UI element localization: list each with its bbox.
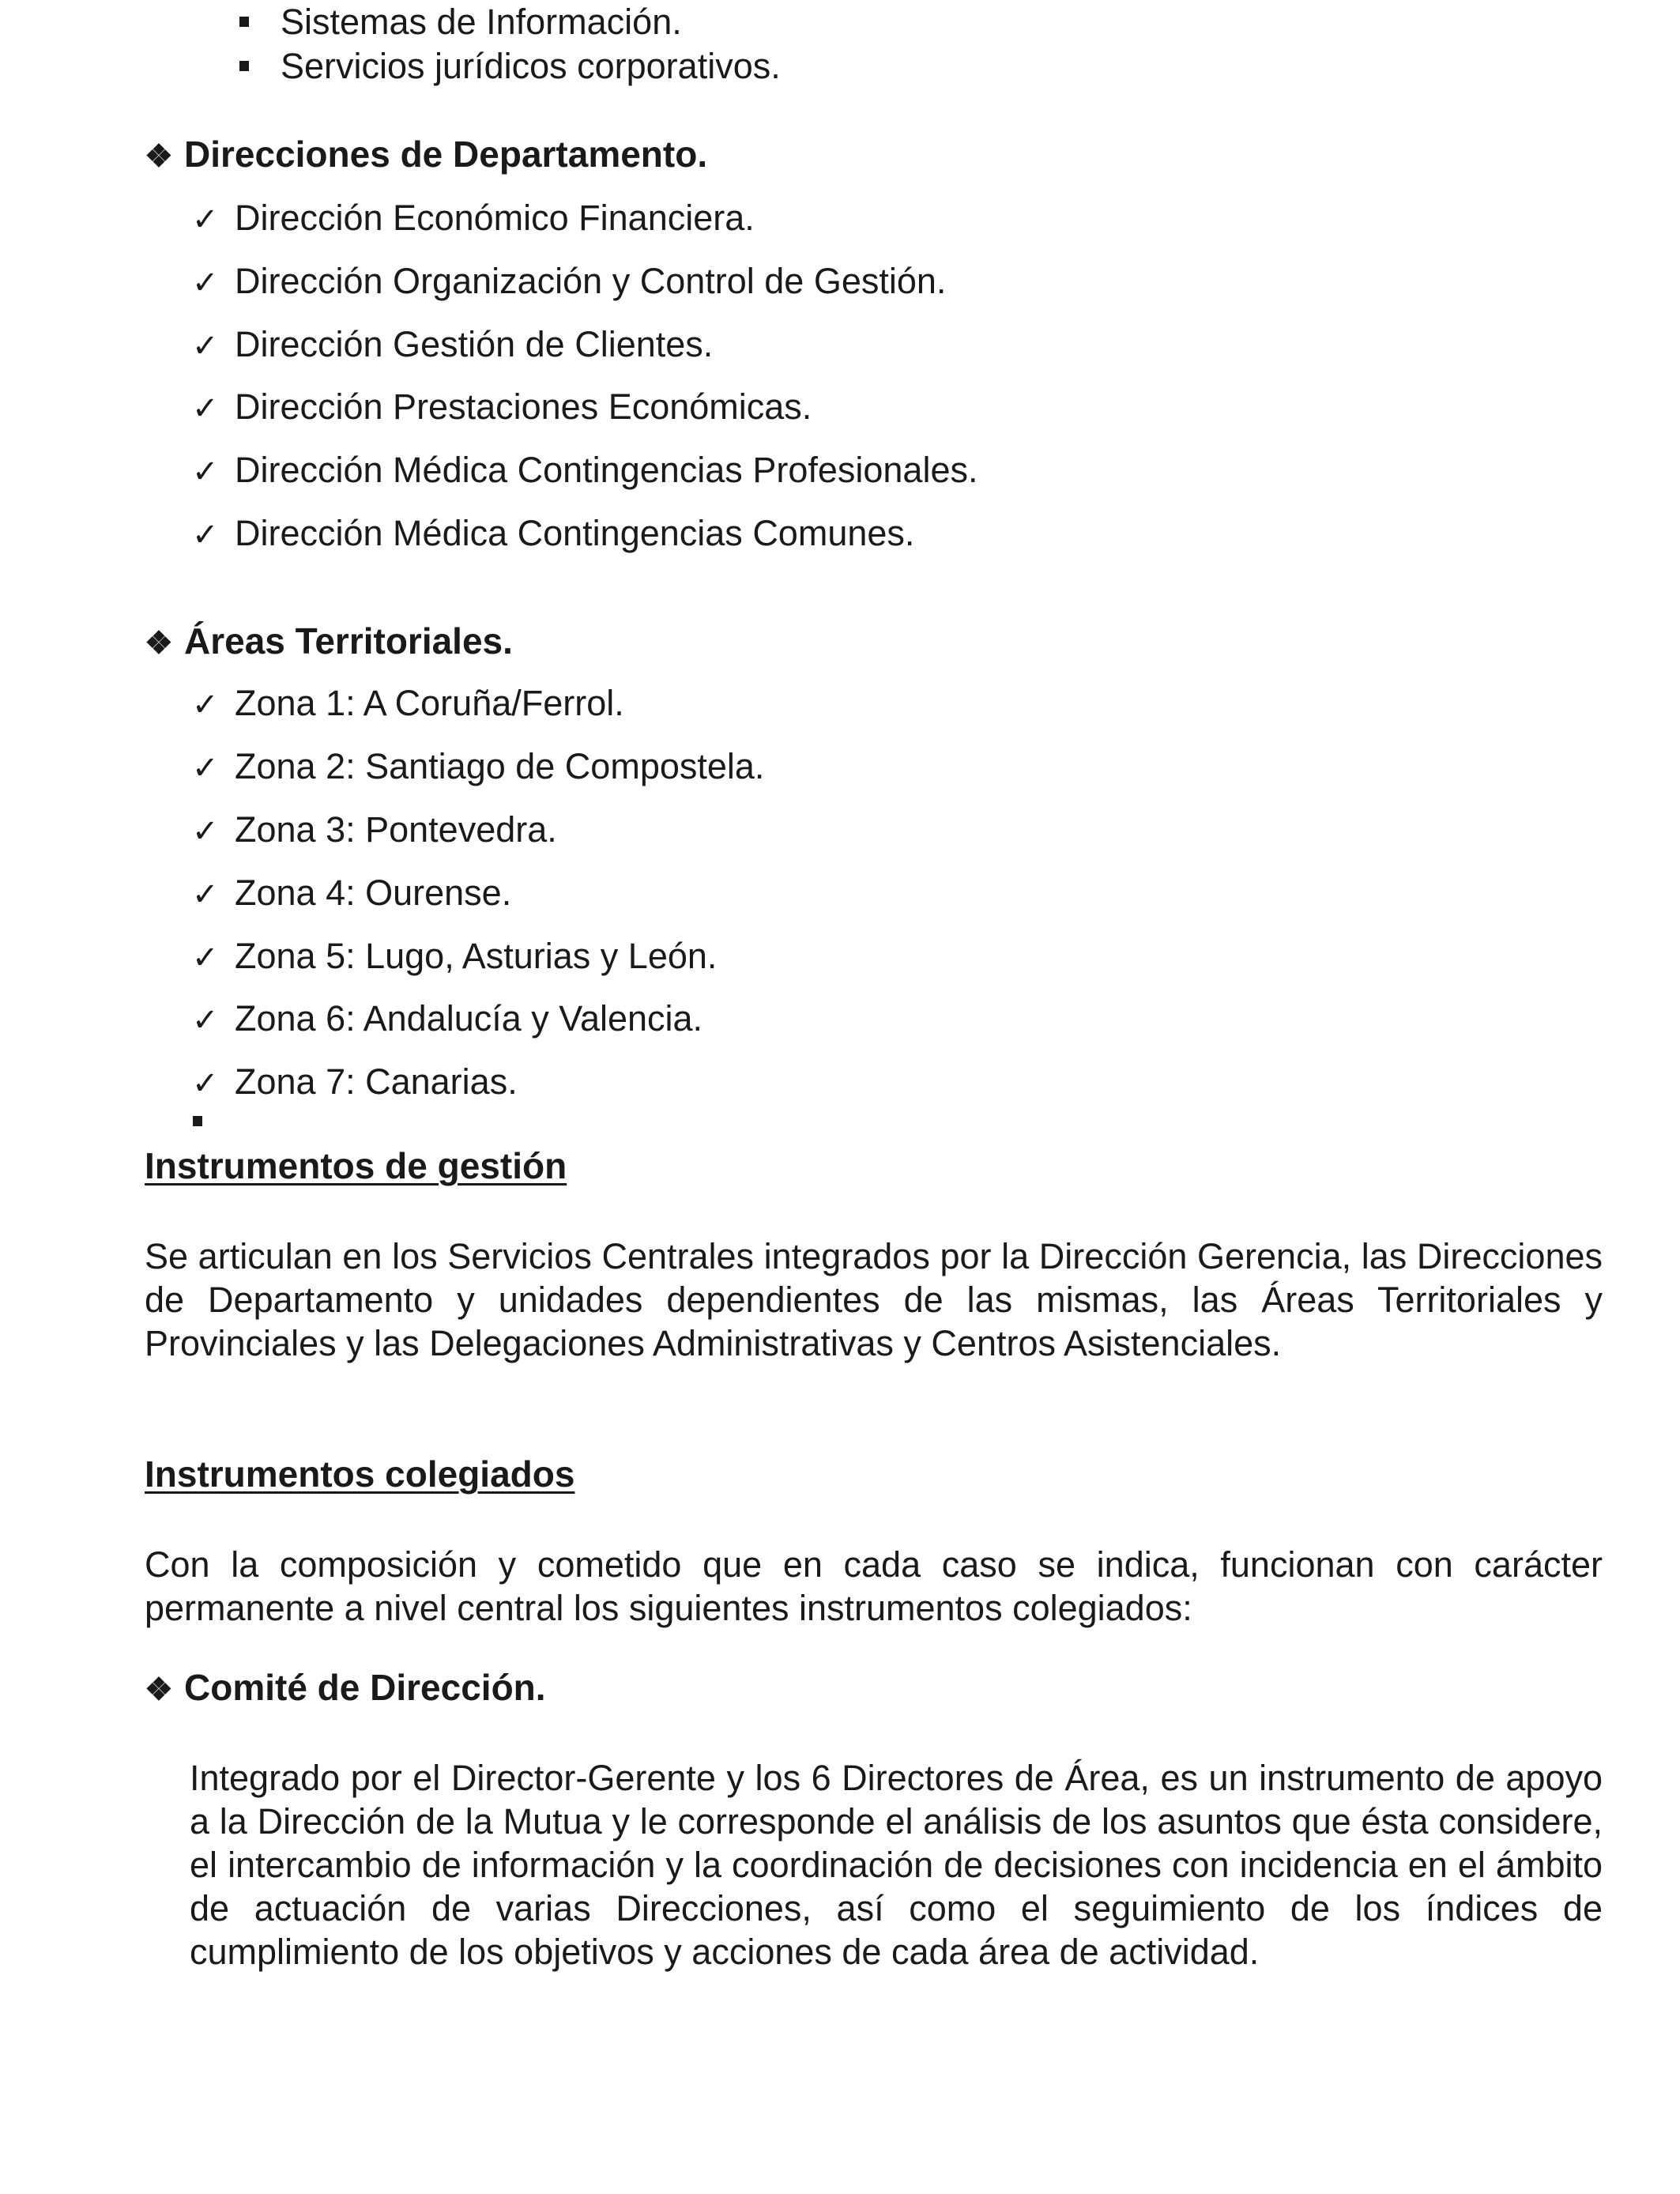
checkmark-icon: ✓ <box>192 454 219 490</box>
list-item: ✓ Zona 4: Ourense. <box>192 873 511 915</box>
square-bullet-icon <box>239 61 249 71</box>
list-item: ✓ Zona 6: Andalucía y Valencia. <box>192 998 703 1041</box>
checkmark-icon: ✓ <box>192 687 219 723</box>
list-item: ✓ Zona 1: A Coruña/Ferrol. <box>192 683 624 726</box>
checkmark-icon: ✓ <box>192 390 219 427</box>
diamond-bullet-icon: ❖ <box>145 626 173 661</box>
list-item: ✓ Dirección Médica Contingencias Profesionales. <box>192 450 977 492</box>
section-heading: Instrumentos colegiados <box>145 1453 575 1495</box>
section-heading: Instrumentos de gestión <box>145 1145 567 1186</box>
paragraph: Se articulan en los Servicios Centrales integrados por la Dirección Gerencia, las Direcciones de Departamento y unidades dependientes de las mismas, las Áreas Territoriales y Provinciales y las Delegaciones Administrativas y Centros Asistenciales. <box>145 1236 1603 1363</box>
paragraph: Con la composición y cometido que en cada caso se indica, funcionan con carácter permanente a nivel central los siguientes instrumentos colegiados: <box>145 1544 1603 1628</box>
list-item: ✓ Dirección Prestaciones Económicas. <box>192 386 812 429</box>
list-item: ✓ Zona 7: Canarias. <box>192 1061 518 1104</box>
checkmark-icon: ✓ <box>192 813 219 850</box>
checkmark-icon: ✓ <box>192 940 219 976</box>
list-item: ✓ Dirección Gestión de Clientes. <box>192 324 713 367</box>
list-item: ✓ Zona 3: Pontevedra. <box>192 809 557 852</box>
square-bullet-icon <box>239 17 249 27</box>
list-item: ✓ Dirección Médica Contingencias Comunes. <box>192 513 914 556</box>
checkmark-icon: ✓ <box>192 265 219 301</box>
diamond-bullet-icon: ❖ <box>145 139 173 174</box>
checkmark-icon: ✓ <box>192 876 219 913</box>
document-page: Sistemas de Información. Servicios jurídicos corporativos. ❖ Direcciones de Departamento. ✓ Dirección Económico Financiera. ✓ Dirección Organización y Control de Gestión. ✓ Dirección Gestión de Clientes. ✓ Dirección Prestaciones Económicas. ✓ Dirección Médica Contingencias Profesionales. ✓ Dirección Médica Contingencias Comunes. ❖ Áreas Territoriales. ✓ Zona 1: A Coruña/Ferrol. ✓ Zona 2: Santiago de Compostela. ✓ Zona 3: Pontevedra. ✓ Zona 4: Ourense. ✓ Zona 5: Lugo, Asturias y León. ✓ Zona 6: Andalucía y Valencia. ✓ Zona 7: Canarias. Instrumentos de gestión Se articulan en los Servicios Centrales integrados por la Dirección Gerencia, las Direcciones de Departamento y unidades dependientes de las mismas, las Áreas Territoriales y Provinciales y las Delegaciones Administrativas y Centros Asistenciales. Instrumentos colegiados Con la composición y cometido que en cada caso se indica, funcionan con carácter permanente a nivel central los siguientes instrumentos colegiados: ❖ Comité de Dirección. Integrado por el Director-Gerente y los 6 Directores de Área, es un instrumento de apoyo a la Dirección de la Mutua y le corresponde el análisis de los asuntos que ésta considere, el intercambio de información y la coordinación de decisiones con incidencia en el ámbito de actuación de varias Direcciones, así como el seguimiento de los índices de cumplimiento de los objetivos y acciones de cada área de actividad. <box>145 2 1603 1972</box>
paragraph: Integrado por el Director-Gerente y los 6 Directores de Área, es un instrumento de apoyo a la Dirección de la Mutua y le corresponde el análisis de los asuntos que ésta considere, el intercambio de información y la coordinación de decisiones con incidencia en el ámbito de actuación de varias Direcciones, así como el seguimiento de los índices de cumplimiento de los objetivos y acciones de cada área de actividad. <box>190 1758 1603 1972</box>
checkmark-icon: ✓ <box>192 328 219 364</box>
list-item: ✓ Dirección Económico Financiera. <box>192 198 755 240</box>
list-item: ✓ Dirección Organización y Control de Gestión. <box>192 261 946 303</box>
list-item: ✓ Zona 2: Santiago de Compostela. <box>192 746 764 789</box>
checkmark-icon: ✓ <box>192 1065 219 1102</box>
section-heading: ❖ Áreas Territoriales. <box>145 620 513 665</box>
list-item: ✓ Zona 5: Lugo, Asturias y León. <box>192 936 717 978</box>
square-bullet-icon <box>193 1116 202 1126</box>
checkmark-icon: ✓ <box>192 750 219 786</box>
checkmark-icon: ✓ <box>192 1002 219 1039</box>
checkmark-icon: ✓ <box>192 517 219 553</box>
section-heading: ❖ Comité de Dirección. <box>145 1666 546 1711</box>
diamond-bullet-icon: ❖ <box>145 1672 173 1707</box>
checkmark-icon: ✓ <box>192 202 219 238</box>
section-heading: ❖ Direcciones de Departamento. <box>145 133 707 178</box>
